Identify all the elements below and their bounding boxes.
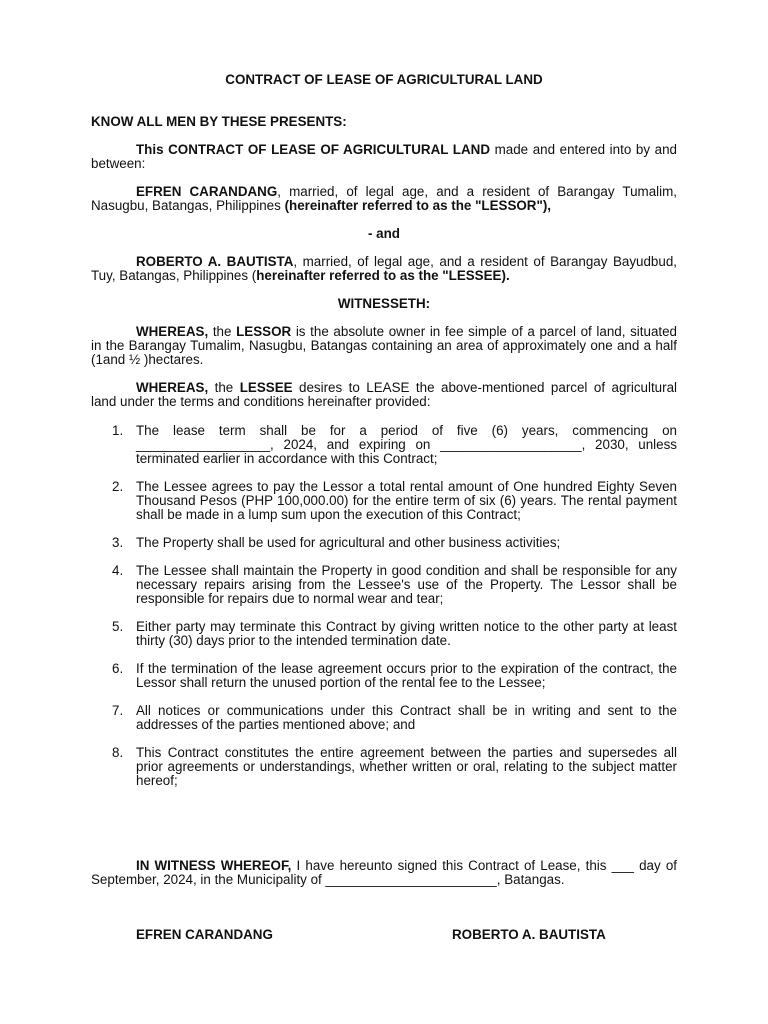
term-number: 1. — [112, 423, 124, 438]
witnesseth-heading: WITNESSETH: — [337, 296, 431, 311]
term-item — [91, 424, 677, 466]
term-number: 3. — [112, 535, 124, 550]
term-item — [91, 480, 677, 522]
lessee-name: ROBERTO A. BAUTISTA — [136, 254, 294, 269]
lessor-desc: , married, of legal age, and a resident of Barangay Tumalim, Nasugbu, Batangas, Philippines — [91, 184, 677, 213]
term-number: 5. — [112, 619, 124, 634]
term-text: This Contract constitutes the entire agreement between the parties and supersedes all prior agreements or understandings, whether written or oral, relating to the subject matter hereof; — [136, 745, 677, 788]
whereas-2-party: LESSEE — [239, 380, 293, 395]
opening-line — [91, 115, 677, 129]
document-title: CONTRACT OF LEASE OF AGRICULTURAL LAND — [225, 72, 543, 87]
term-text: If the termination of the lease agreement occurs prior to the expiration of the contract, the Lessor shall return the unused portion of the rental fee to the Lessee; — [136, 661, 677, 690]
term-text: The lease term shall be for a period of five (6) years, commencing on __________________, 2024, and expiring on ___________________, 2030, unless terminated earlier in accordance with this Contract; — [136, 423, 677, 466]
intro-bold: This CONTRACT OF LEASE OF AGRICULTURAL LAND — [136, 142, 490, 157]
intro-paragraph — [91, 143, 677, 171]
witness-keyword: IN WITNESS WHEREOF, — [136, 858, 292, 873]
whereas-paragraph-1 — [91, 325, 677, 367]
term-text: The Lessee shall maintain the Property in good condition and shall be responsible for any necessary repairs arising from the Lessee's use of the Property. The Lessor shall be responsible for repairs due to normal wear and tear; — [136, 563, 677, 606]
term-item — [91, 704, 677, 732]
whereas-paragraph-2 — [91, 381, 677, 409]
term-number: 8. — [112, 745, 124, 760]
whereas-1-text-b: is the absolute owner in fee simple of a parcel of land, situated in the Barangay Tumalim, Nasugbu, Batangas containing an area of approximately one and a half (1and ½ )hectares. — [91, 324, 678, 367]
lessor-paragraph — [91, 185, 677, 213]
term-item — [91, 564, 677, 606]
term-item — [91, 662, 677, 690]
and-line: - and — [368, 226, 400, 241]
term-number: 2. — [112, 479, 124, 494]
witness-paragraph — [91, 859, 677, 887]
whereas-2-keyword: WHEREAS, — [136, 380, 209, 395]
whereas-1-keyword: WHEREAS, — [136, 324, 209, 339]
whereas-1-text-a: the — [208, 324, 237, 339]
lessor-name: EFREN CARANDANG — [136, 184, 278, 199]
term-number: 4. — [112, 563, 124, 578]
signature-lessor: EFREN CARANDANG — [136, 927, 273, 942]
opening-text: KNOW ALL MEN BY THESE PRESENTS: — [91, 114, 347, 129]
term-number: 6. — [112, 661, 124, 676]
term-item — [91, 746, 677, 788]
term-text: The Property shall be used for agricultural and other business activities; — [136, 535, 561, 550]
term-text: All notices or communications under this Contract shall be in writing and sent to the addresses of the parties mentioned above; and — [136, 703, 677, 732]
whereas-2-text-b: desires to LEASE the above-mentioned parcel of agricultural land under the terms and conditions hereinafter provided: — [91, 380, 677, 409]
term-item — [91, 536, 677, 550]
term-text: Either party may terminate this Contract by giving written notice to the other party at least thirty (30) days prior to the intended termination date. — [136, 619, 677, 648]
lessee-desc: , married, of legal age, and a resident of Barangay Bayudbud, Tuy, Batangas, Philippines ( — [91, 254, 677, 283]
terms-list — [91, 424, 677, 788]
signature-lessee: ROBERTO A. BAUTISTA — [452, 927, 606, 942]
term-text: The Lessee agrees to pay the Lessor a total rental amount of One hundred Eighty Seven Thousand Pesos (PHP 100,000.00) for the entire term of six (6) years. The rental payment shall be made in a lump sum upon the execution of this Contract; — [136, 479, 677, 522]
whereas-1-party: LESSOR — [236, 324, 292, 339]
term-item — [91, 620, 677, 648]
lessee-paragraph — [91, 255, 677, 283]
lessee-ref: hereinafter referred to as the "LESSEE). — [256, 268, 510, 283]
whereas-2-text-a: the — [208, 380, 240, 395]
witness-text: I have hereunto signed this Contract of Lease, this ___ day of September, 2024, in the Municipality of _______________________, Batangas. — [91, 858, 677, 887]
term-number: 7. — [112, 703, 124, 718]
intro-rest: made and entered into by and between: — [91, 142, 677, 171]
lessor-ref: (hereinafter referred to as the "LESSOR"), — [284, 198, 552, 213]
